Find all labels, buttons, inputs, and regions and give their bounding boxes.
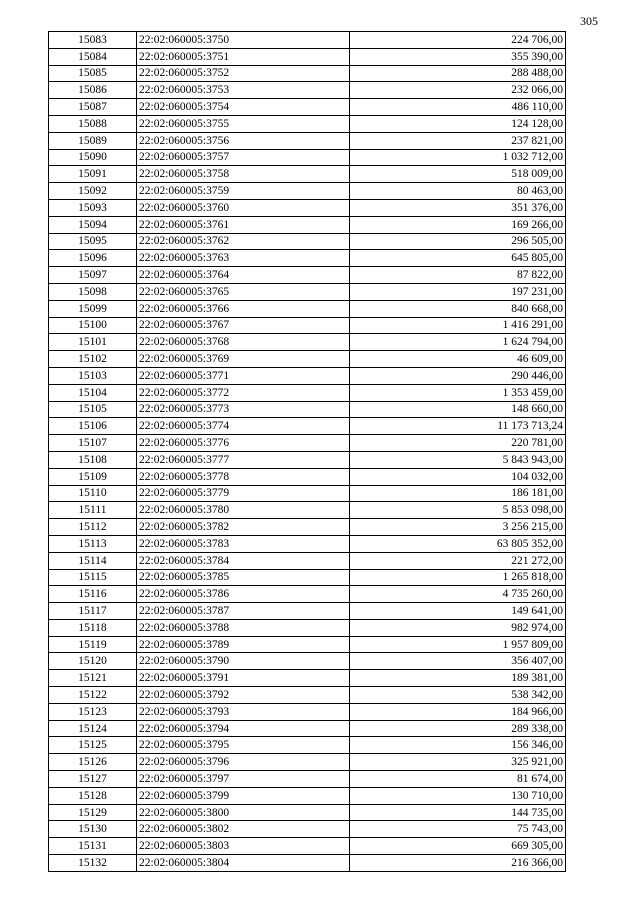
table-row [49,586,566,603]
cadastral-number-cell: 22:02:060005:3783 [137,535,350,552]
cadastral-number-cell: 22:02:060005:3776 [137,435,350,452]
table-row [49,199,566,216]
cadastral-value-cell: 1 416 291,00 [350,317,566,334]
row-number-cell: 15125 [49,737,137,754]
row-number-cell: 15123 [49,703,137,720]
cadastral-value-cell: 232 066,00 [350,82,566,99]
cadastral-value-cell: 144 735,00 [350,804,566,821]
cadastral-number-cell: 22:02:060005:3778 [137,468,350,485]
table-row [49,569,566,586]
cadastral-value-cell: 46 609,00 [350,351,566,368]
row-number-cell: 15094 [49,216,137,233]
row-number-cell: 15084 [49,48,137,65]
table-row [49,32,566,49]
cadastral-number-cell: 22:02:060005:3802 [137,821,350,838]
cadastral-value-cell: 518 009,00 [350,166,566,183]
cadastral-number-cell: 22:02:060005:3760 [137,199,350,216]
cadastral-number-cell: 22:02:060005:3788 [137,619,350,636]
cadastral-value-cell: 104 032,00 [350,468,566,485]
cadastral-value-cell: 237 821,00 [350,132,566,149]
row-number-cell: 15103 [49,367,137,384]
table-row [49,720,566,737]
cadastral-value-cell: 80 463,00 [350,183,566,200]
table-row [49,619,566,636]
cadastral-number-cell: 22:02:060005:3765 [137,283,350,300]
cadastral-number-cell: 22:02:060005:3754 [137,99,350,116]
row-number-cell: 15114 [49,552,137,569]
row-number-cell: 15113 [49,535,137,552]
table-row [49,401,566,418]
cadastral-value-cell: 3 256 215,00 [350,519,566,536]
cadastral-number-cell: 22:02:060005:3789 [137,636,350,653]
cadastral-number-cell: 22:02:060005:3782 [137,519,350,536]
cadastral-value-cell: 356 407,00 [350,653,566,670]
cadastral-value-cell: 1 957 809,00 [350,636,566,653]
cadastral-value-cell: 216 366,00 [350,855,566,872]
row-number-cell: 15095 [49,233,137,250]
row-number-cell: 15132 [49,855,137,872]
row-number-cell: 15100 [49,317,137,334]
row-number-cell: 15104 [49,384,137,401]
row-number-cell: 15089 [49,132,137,149]
cadastral-value-cell: 289 338,00 [350,720,566,737]
table-row [49,451,566,468]
row-number-cell: 15099 [49,300,137,317]
table-row [49,367,566,384]
table-row [49,804,566,821]
cadastral-number-cell: 22:02:060005:3791 [137,670,350,687]
cadastral-number-cell: 22:02:060005:3766 [137,300,350,317]
row-number-cell: 15127 [49,771,137,788]
cadastral-number-cell: 22:02:060005:3792 [137,687,350,704]
cadastral-value-cell: 149 641,00 [350,603,566,620]
row-number-cell: 15122 [49,687,137,704]
row-number-cell: 15118 [49,619,137,636]
table-row [49,183,566,200]
table-row [49,687,566,704]
cadastral-value-cell: 220 781,00 [350,435,566,452]
row-number-cell: 15115 [49,569,137,586]
cadastral-number-cell: 22:02:060005:3800 [137,804,350,821]
table-row [49,787,566,804]
row-number-cell: 15111 [49,502,137,519]
table-row [49,99,566,116]
row-number-cell: 15120 [49,653,137,670]
cadastral-number-cell: 22:02:060005:3793 [137,703,350,720]
table-row [49,519,566,536]
cadastral-number-cell: 22:02:060005:3762 [137,233,350,250]
cadastral-number-cell: 22:02:060005:3757 [137,149,350,166]
table-row [49,754,566,771]
row-number-cell: 15097 [49,267,137,284]
cadastral-value-cell: 63 805 352,00 [350,535,566,552]
row-number-cell: 15109 [49,468,137,485]
cadastral-value-cell: 5 853 098,00 [350,502,566,519]
table-row [49,115,566,132]
cadastral-value-cell: 4 735 260,00 [350,586,566,603]
table-body [49,32,566,872]
cadastral-value-table [48,31,566,872]
cadastral-value-cell: 982 974,00 [350,619,566,636]
table-row [49,653,566,670]
cadastral-number-cell: 22:02:060005:3752 [137,65,350,82]
row-number-cell: 15130 [49,821,137,838]
cadastral-number-cell: 22:02:060005:3797 [137,771,350,788]
cadastral-number-cell: 22:02:060005:3784 [137,552,350,569]
cadastral-number-cell: 22:02:060005:3777 [137,451,350,468]
table-row [49,384,566,401]
row-number-cell: 15110 [49,485,137,502]
row-number-cell: 15129 [49,804,137,821]
table-row [49,351,566,368]
cadastral-number-cell: 22:02:060005:3803 [137,838,350,855]
cadastral-number-cell: 22:02:060005:3763 [137,250,350,267]
row-number-cell: 15087 [49,99,137,116]
table-row [49,670,566,687]
cadastral-value-cell: 5 843 943,00 [350,451,566,468]
cadastral-value-cell: 296 505,00 [350,233,566,250]
cadastral-number-cell: 22:02:060005:3795 [137,737,350,754]
row-number-cell: 15083 [49,32,137,49]
cadastral-number-cell: 22:02:060005:3759 [137,183,350,200]
table-row [49,502,566,519]
cadastral-value-cell: 290 446,00 [350,367,566,384]
row-number-cell: 15088 [49,115,137,132]
table-row [49,603,566,620]
table-row [49,233,566,250]
cadastral-number-cell: 22:02:060005:3761 [137,216,350,233]
table-row [49,535,566,552]
cadastral-value-cell: 186 181,00 [350,485,566,502]
row-number-cell: 15086 [49,82,137,99]
table-row [49,300,566,317]
cadastral-number-cell: 22:02:060005:3787 [137,603,350,620]
row-number-cell: 15085 [49,65,137,82]
cadastral-value-cell: 1 353 459,00 [350,384,566,401]
cadastral-value-cell: 148 660,00 [350,401,566,418]
table-row [49,132,566,149]
row-number-cell: 15119 [49,636,137,653]
cadastral-value-cell: 288 488,00 [350,65,566,82]
cadastral-value-cell: 75 743,00 [350,821,566,838]
table-row [49,166,566,183]
row-number-cell: 15091 [49,166,137,183]
row-number-cell: 15092 [49,183,137,200]
row-number-cell: 15124 [49,720,137,737]
cadastral-value-cell: 355 390,00 [350,48,566,65]
table-row [49,317,566,334]
cadastral-number-cell: 22:02:060005:3780 [137,502,350,519]
row-number-cell: 15093 [49,199,137,216]
table-row [49,636,566,653]
cadastral-number-cell: 22:02:060005:3785 [137,569,350,586]
cadastral-number-cell: 22:02:060005:3796 [137,754,350,771]
cadastral-number-cell: 22:02:060005:3771 [137,367,350,384]
row-number-cell: 15098 [49,283,137,300]
table-row [49,418,566,435]
table-row [49,855,566,872]
row-number-cell: 15121 [49,670,137,687]
cadastral-number-cell: 22:02:060005:3790 [137,653,350,670]
cadastral-value-cell: 1 032 712,00 [350,149,566,166]
cadastral-number-cell: 22:02:060005:3769 [137,351,350,368]
table-row [49,552,566,569]
cadastral-number-cell: 22:02:060005:3774 [137,418,350,435]
table-row [49,703,566,720]
row-number-cell: 15126 [49,754,137,771]
cadastral-number-cell: 22:02:060005:3772 [137,384,350,401]
table-row [49,267,566,284]
cadastral-number-cell: 22:02:060005:3755 [137,115,350,132]
table-row [49,485,566,502]
table-row [49,283,566,300]
cadastral-number-cell: 22:02:060005:3764 [137,267,350,284]
cadastral-value-cell: 669 305,00 [350,838,566,855]
table-row [49,771,566,788]
table-row [49,82,566,99]
cadastral-value-cell: 486 110,00 [350,99,566,116]
cadastral-number-cell: 22:02:060005:3804 [137,855,350,872]
cadastral-number-cell: 22:02:060005:3779 [137,485,350,502]
cadastral-number-cell: 22:02:060005:3753 [137,82,350,99]
cadastral-value-cell: 1 265 818,00 [350,569,566,586]
cadastral-number-cell: 22:02:060005:3758 [137,166,350,183]
cadastral-value-cell: 184 966,00 [350,703,566,720]
row-number-cell: 15112 [49,519,137,536]
table-row [49,468,566,485]
row-number-cell: 15096 [49,250,137,267]
cadastral-value-cell: 840 668,00 [350,300,566,317]
row-number-cell: 15106 [49,418,137,435]
table-row [49,250,566,267]
cadastral-value-cell: 538 342,00 [350,687,566,704]
cadastral-value-cell: 130 710,00 [350,787,566,804]
page-number: 305 [580,14,598,28]
cadastral-value-cell: 189 381,00 [350,670,566,687]
cadastral-number-cell: 22:02:060005:3768 [137,334,350,351]
row-number-cell: 15131 [49,838,137,855]
cadastral-number-cell: 22:02:060005:3750 [137,32,350,49]
cadastral-value-cell: 645 805,00 [350,250,566,267]
cadastral-number-cell: 22:02:060005:3767 [137,317,350,334]
table-row [49,821,566,838]
cadastral-value-cell: 124 128,00 [350,115,566,132]
cadastral-number-cell: 22:02:060005:3756 [137,132,350,149]
cadastral-value-cell: 1 624 794,00 [350,334,566,351]
cadastral-number-cell: 22:02:060005:3794 [137,720,350,737]
cadastral-value-cell: 11 173 713,24 [350,418,566,435]
row-number-cell: 15108 [49,451,137,468]
row-number-cell: 15116 [49,586,137,603]
table-row [49,216,566,233]
cadastral-number-cell: 22:02:060005:3751 [137,48,350,65]
row-number-cell: 15117 [49,603,137,620]
cadastral-value-cell: 197 231,00 [350,283,566,300]
row-number-cell: 15101 [49,334,137,351]
table-row [49,65,566,82]
row-number-cell: 15105 [49,401,137,418]
row-number-cell: 15107 [49,435,137,452]
table-row [49,737,566,754]
cadastral-value-cell: 325 921,00 [350,754,566,771]
cadastral-value-cell: 351 376,00 [350,199,566,216]
row-number-cell: 15090 [49,149,137,166]
cadastral-number-cell: 22:02:060005:3786 [137,586,350,603]
cadastral-number-cell: 22:02:060005:3773 [137,401,350,418]
table-row [49,435,566,452]
row-number-cell: 15102 [49,351,137,368]
row-number-cell: 15128 [49,787,137,804]
table-row [49,334,566,351]
table-row [49,838,566,855]
cadastral-value-cell: 224 706,00 [350,32,566,49]
table-row [49,48,566,65]
cadastral-value-cell: 156 346,00 [350,737,566,754]
cadastral-value-cell: 87 822,00 [350,267,566,284]
cadastral-value-cell: 169 266,00 [350,216,566,233]
cadastral-value-cell: 81 674,00 [350,771,566,788]
table-row [49,149,566,166]
cadastral-number-cell: 22:02:060005:3799 [137,787,350,804]
cadastral-value-cell: 221 272,00 [350,552,566,569]
